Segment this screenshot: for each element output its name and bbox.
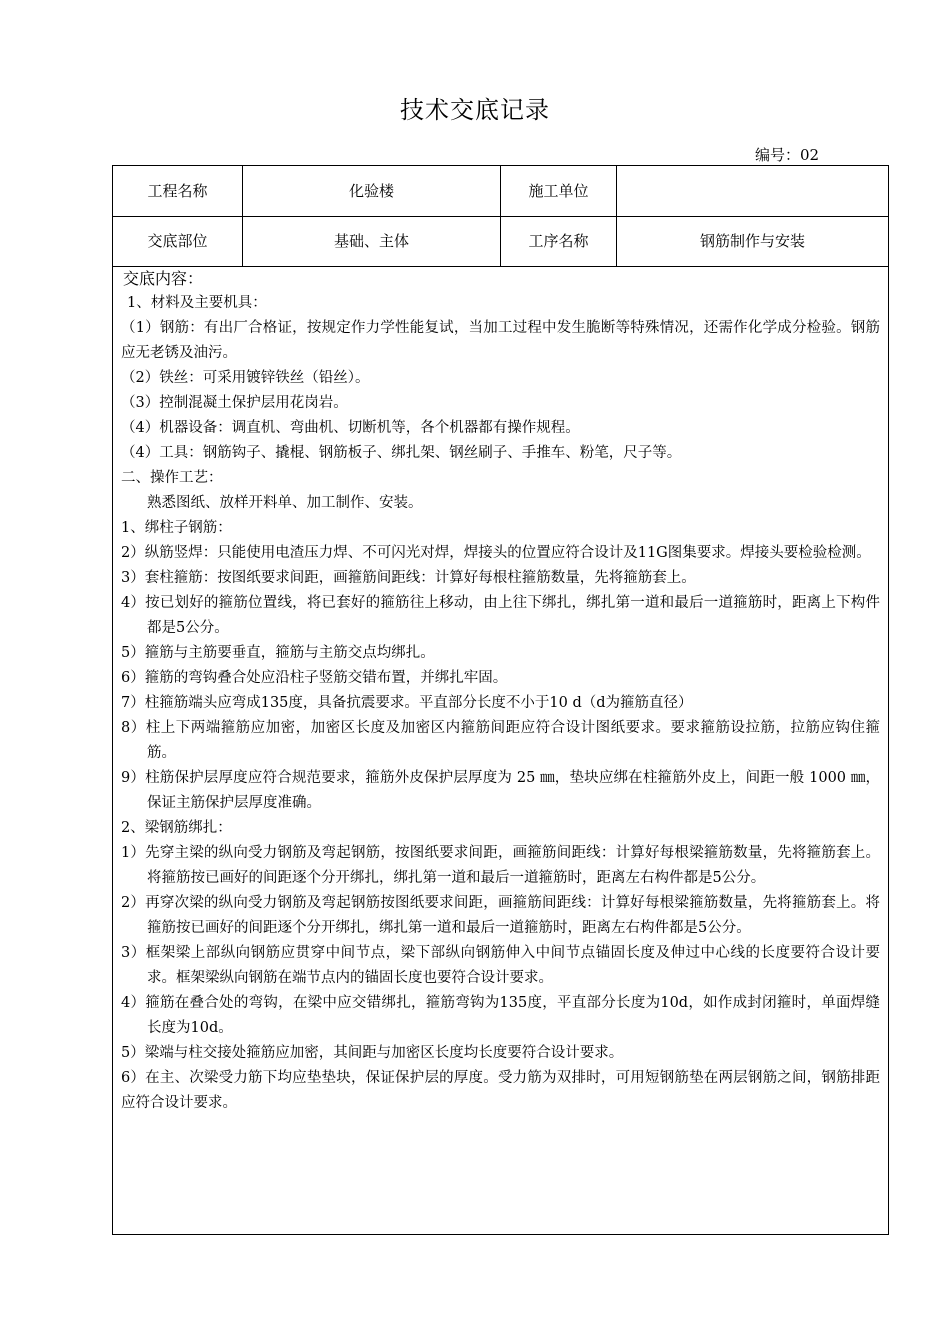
project-name-value: 化验楼 — [243, 166, 501, 216]
content-line: （4）工具：钢筋钩子、撬棍、钢筋板子、绑扎架、钢丝刷子、手推车、粉笔，尺子等。 — [121, 445, 682, 461]
header-row-2 — [113, 216, 888, 267]
content-line: 3）框架梁上部纵向钢筋应贯穿中间节点，梁下部纵向钢筋伸入中间节点锚固长度及伸过中心线的长度要符合设计要求。框架梁纵向钢筋在端节点内的锚固长度也要符合设计要求。 — [121, 945, 880, 986]
content-line: 4）按已划好的箍筋位置线，将已套好的箍筋往上移动，由上往下绑扎，绑扎第一道和最后一道箍筋时，距离上下构件都是5公分。 — [121, 595, 880, 636]
content-line: 3）套柱箍筋：按图纸要求间距，画箍筋间距线：计算好每根柱箍筋数量，先将箍筋套上。 — [121, 570, 696, 586]
process-value: 钢筋制作与安装 — [699, 232, 805, 250]
disclosure-content — [113, 267, 888, 1116]
content-line: 9）柱筋保护层厚度应符合规范要求，箍筋外皮保护层厚度为 25 ㎜，垫块应绑在柱箍筋外皮上，间距一般 1000 ㎜，保证主筋保护层厚度准确。 — [121, 770, 880, 811]
section-beam-rebar: 2、梁钢筋绑扎： — [121, 820, 232, 836]
document-number: 编号：02 — [755, 146, 820, 164]
content-line: 2）纵筋竖焊：只能使用电渣压力焊、不可闪光对焊，焊接头的位置应符合设计及11G图集要求。焊接头要检验检测。 — [121, 545, 871, 561]
content-line: 2）再穿次梁的纵向受力钢筋及弯起钢筋按图纸要求间距，画箍筋间距线：计算好每根梁箍筋数量，先将箍筋套上。将箍筋按已画好的间距逐个分开绑扎，绑扎第一道和最后一道箍筋时，距离左右构件都是5公分。 — [121, 895, 880, 936]
part-label: 交底部位 — [113, 216, 243, 266]
content-line: 1）先穿主梁的纵向受力钢筋及弯起钢筋，按图纸要求间距，画箍筋间距线：计算好每根梁箍筋数量，先将箍筋套上。将箍筋按已画好的间距逐个分开绑扎，绑扎第一道和最后一道箍筋时，距离左右构件都是5公分。 — [121, 845, 880, 886]
content-line: 熟悉图纸、放样开料单、加工制作、安装。 — [147, 495, 423, 511]
header-row-1 — [113, 166, 888, 217]
part-value: 基础、主体 — [243, 216, 501, 266]
page-title: 技术交底记录 — [400, 96, 550, 124]
section-materials: 1、材料及主要机具： — [127, 295, 267, 311]
content-line: 6）箍筋的弯钩叠合处应沿柱子竖筋交错布置，并绑扎牢固。 — [121, 670, 508, 686]
content-line: （3）控制混凝土保护层用花岗岩。 — [121, 395, 348, 411]
content-line: 6）在主、次梁受力筋下均应垫垫块，保证保护层的厚度。受力筋为双排时，可用短钢筋垫在两层钢筋之间，钢筋排距应符合设计要求。 — [121, 1070, 880, 1111]
contractor-label: 施工单位 — [501, 166, 617, 216]
content-line: 5）箍筋与主筋要垂直，箍筋与主筋交点均绑扎。 — [121, 645, 435, 661]
content-line: （1）钢筋：有出厂合格证，按规定作力学性能复试，当加工过程中发生脆断等特殊情况，还需作化学成分检验。钢筋应无老锈及油污。 — [121, 320, 880, 361]
content-line: 5）梁端与柱交接处箍筋应加密，其间距与加密区长度均长度要符合设计要求。 — [121, 1045, 624, 1061]
content-heading: 交底内容： — [123, 269, 204, 288]
content-line: （4）机器设备：调直机、弯曲机、切断机等，各个机器都有操作规程。 — [121, 420, 580, 436]
project-name-label: 工程名称 — [113, 166, 243, 216]
record-table — [112, 165, 889, 1235]
section-process: 二、操作工艺： — [121, 470, 223, 486]
section-column-rebar: 1、绑柱子钢筋： — [121, 520, 232, 536]
content-line: 8）柱上下两端箍筋应加密，加密区长度及加密区内箍筋间距应符合设计图纸要求。要求箍筋设拉筋，拉筋应钩住箍筋。 — [121, 720, 880, 761]
contractor-value — [617, 166, 888, 216]
content-line: （2）铁丝：可采用镀锌铁丝（铅丝）。 — [121, 370, 370, 386]
content-line: 4）箍筋在叠合处的弯钩，在梁中应交错绑扎，箍筋弯钩为135度，平直部分长度为10d，如作成封闭箍时，单面焊缝长度为10d。 — [121, 995, 880, 1036]
process-label: 工序名称 — [501, 216, 617, 266]
content-line: 7）柱箍筋端头应弯成135度，具备抗震要求。平直部分长度不小于10 d（d为箍筋直径） — [121, 695, 693, 711]
